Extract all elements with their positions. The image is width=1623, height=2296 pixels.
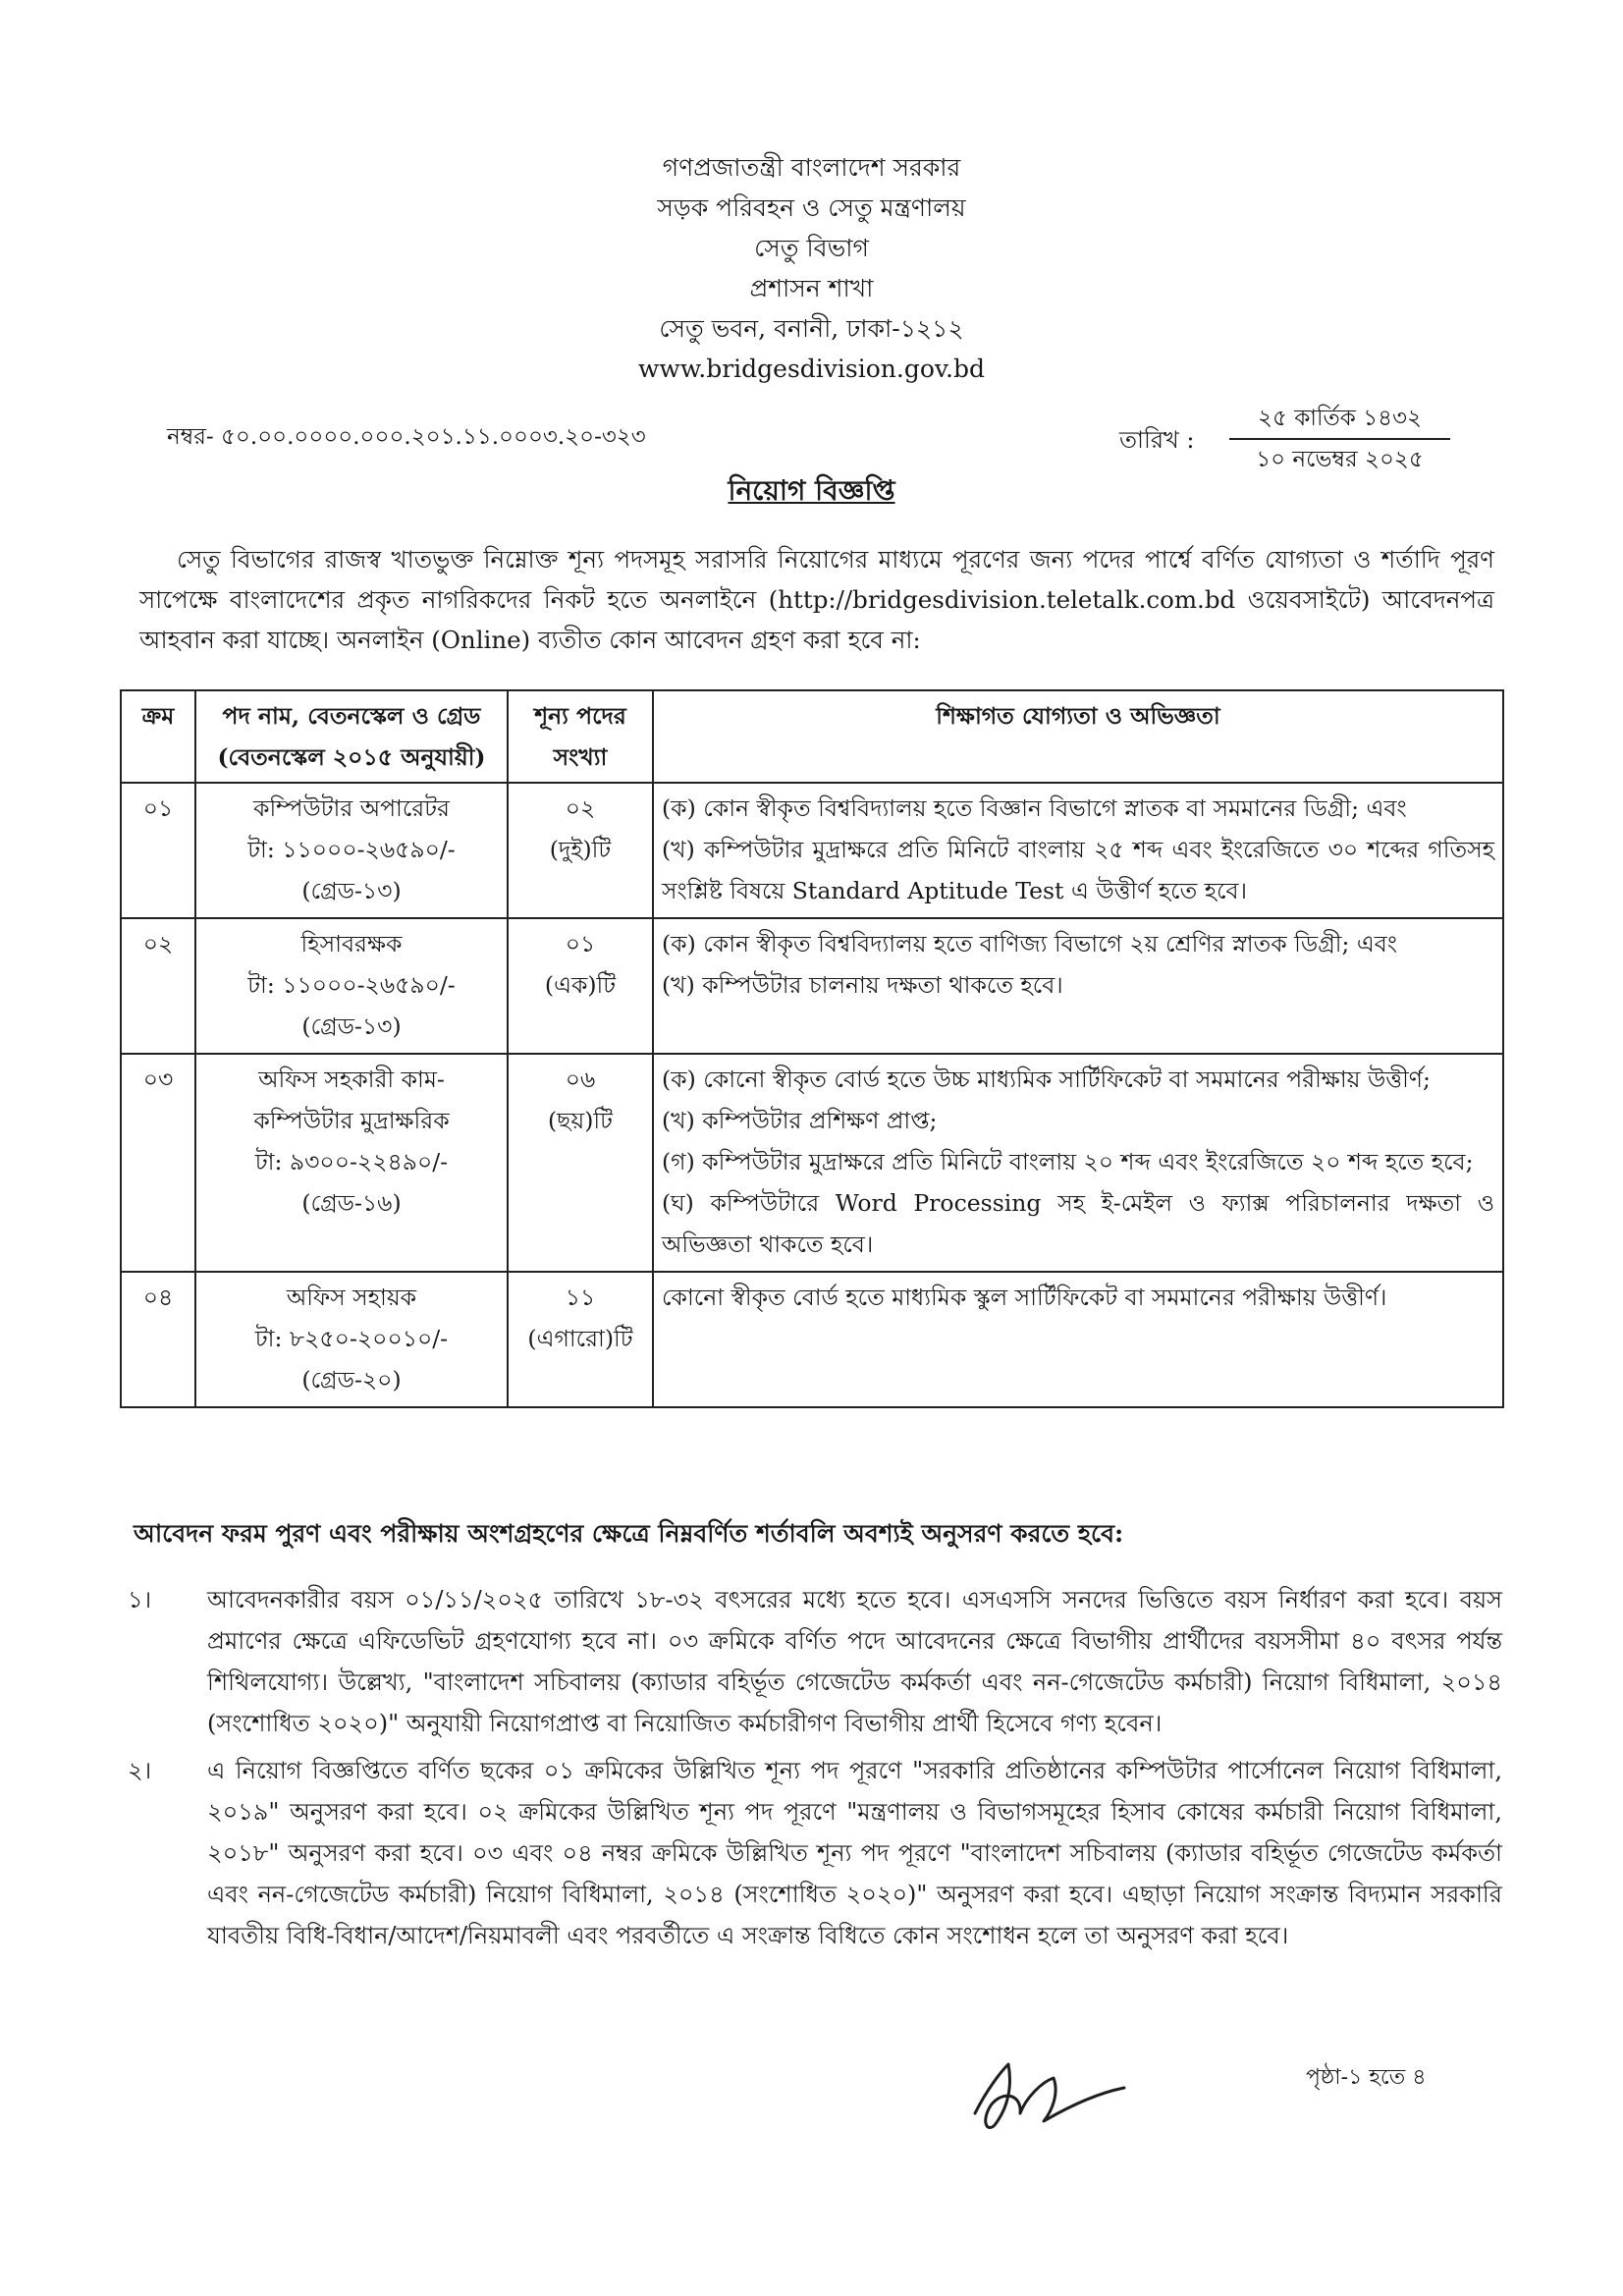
row-qualification [653,1272,1503,1407]
qualification-item: (খ) কম্পিউটার মুদ্রাক্ষরে প্রতি মিনিটে বাংলায় ২৫ শব্দ এবং ইংরেজিতে ৩০ শব্দের গতিসহ সংশ্লিষ্ট বিষয়ে Standard Aptitude Test এ উত্তীর্ণ হতে হবে। [662,836,1494,904]
row-serial: ০২ [121,918,195,1054]
date-divider [1229,438,1450,440]
post-name: অফিস সহায়ক [286,1284,417,1311]
row-post [195,1054,508,1272]
row-qualification [653,1054,1503,1272]
post-name-cont: কম্পিউটার মুদ্রাক্ষরিক [253,1107,450,1134]
row-post [195,918,508,1054]
post-grade: (গ্রেড-১৩) [301,1012,402,1040]
row-serial: ০৪ [121,1272,195,1407]
header-post [195,690,508,783]
header-post-line2: (বেতনস্কেল ২০১৫ অনুযায়ী) [217,743,486,771]
table-row [121,1272,1503,1407]
website-link[interactable]: www.bridgesdivision.gov.bd [638,355,985,383]
qualification-item: (খ) কম্পিউটার প্রশিক্ষণ প্রাপ্ত; [662,1107,938,1134]
post-pay-scale: টা: ৯৩০০-২২৪৯০/- [254,1148,449,1175]
date-label: তারিখ : [1119,426,1195,454]
vacancy-table [120,689,1504,1408]
vacancy-number: ০১ [565,930,596,957]
branch-name: প্রশাসন শাখা [749,274,874,302]
conditions-title: আবেদন ফরম পুরণ এবং পরীক্ষায় অংশগ্রহণের ক্ষেত্রে নিম্নবর্ণিত শর্তাবলি অবশ্যই অনুসরণ করতে হবে: [134,1519,1124,1548]
post-pay-scale: টা: ৮২৫০-২০০১০/- [254,1325,449,1352]
qualification-item: (ক) কোন স্বীকৃত বিশ্ববিদ্যালয় হতে বিজ্ঞান বিভাগে স্নাতক বা সমমানের ডিগ্রী; এবং [662,794,1407,822]
header-serial: ক্রম [121,690,195,783]
qualification-item: (ঘ) কম্পিউটারে Word Processing সহ ই-মেইল ও ফ্যাক্স পরিচালনার দক্ষতা ও অভিজ্ঞতা থাকতে হবে। [662,1189,1494,1258]
row-qualification [653,918,1503,1054]
qualification-item: (গ) কম্পিউটার মুদ্রাক্ষরে প্রতি মিনিটে বাংলায় ২০ শব্দ এবং ইংরেজিতে ২০ শব্দ হতে হবে; [662,1148,1474,1175]
qualification-item: (ক) কোনো স্বীকৃত বোর্ড হতে উচ্চ মাধ্যমিক সার্টিফিকেট বা সমমানের পরীক্ষায় উত্তীর্ণ; [662,1066,1431,1093]
office-address: সেতু ভবন, বনানী, ঢাকা-১২১২ [659,314,964,343]
date-values [1229,401,1450,477]
condition-number: ১। [128,1586,152,1613]
table-header-row [121,690,1503,783]
vacancy-words: (ছয়)টি [548,1107,613,1134]
row-post [195,1272,508,1407]
qualification-item: কোনো স্বীকৃত বোর্ড হতে মাধ্যমিক স্কুল সার্টিফিকেট বা সমমানের পরীক্ষায় উত্তীর্ণ। [662,1284,1387,1311]
header-vacancy-line2: সংখ্যা [553,743,608,771]
post-name: কম্পিউটার অপারেটর [253,794,450,822]
post-grade: (গ্রেড-২০) [301,1366,402,1394]
post-name: হিসাবরক্ষক [300,930,403,957]
memo-number: নম্বর- ৫০.০০.০০০০.০০০.২০১.১১.০০০৩.২০-৩২৩ [167,424,646,450]
header-post-line1: পদ নাম, বেতনস্কেল ও গ্রেড [222,702,481,730]
table-row [121,1054,1503,1272]
vacancy-words: (এক)টি [544,971,617,999]
post-pay-scale: টা: ১১০০০-২৬৫৯০/- [247,971,456,999]
vacancy-number: ০২ [565,794,596,822]
vacancy-words: (এগারো)টি [527,1325,633,1352]
row-qualification [653,783,1503,918]
ministry-name: সড়ক পরিবহন ও সেতু মন্ত্রণালয় [657,193,966,222]
letterhead [0,147,1623,389]
post-name: অফিস সহকারী কাম- [258,1066,445,1093]
row-serial: ০৩ [121,1054,195,1272]
post-grade: (গ্রেড-১৬) [301,1189,402,1217]
post-grade: (গ্রেড-১৩) [301,877,402,904]
condition-text: আবেদনকারীর বয়স ০১/১১/২০২৫ তারিখে ১৮-৩২ বৎসরের মধ্যে হতে হবে। এসএসসি সনদের ভিত্তিতে বয়স নির্ধারণ করা হবে। বয়স প্রমাণের ক্ষেত্রে এফিডেভিট গ্রহণযোগ্য হবে না। ০৩ ক্রমিকে বর্ণিত পদে আবেদনের ক্ষেত্রে বিভাগীয় প্রার্থীদের বয়সসীমা ৪০ বৎসর পর্যন্ত শিথিলযোগ্য। উল্লেখ্য, "বাংলাদেশ সচিবালয় (ক্যাডার বহির্ভূত গেজেটেড কর্মকর্তা এবং নন-গেজেটেড কর্মচারী) নিয়োগ বিধিমালা, ২০১৪ (সংশোধিত ২০২০)" অনুযায়ী নিয়োগপ্রাপ্ত বা নিয়োজিত কর্মচারীগণ বিভাগীয় প্রার্থী হিসেবে গণ্য হবেন। [207,1586,1502,1737]
signature [957,2043,1129,2141]
date-gregorian: ১০ নভেম্বর ২০২৫ [1256,447,1424,472]
qualification-item: (খ) কম্পিউটার চালনায় দক্ষতা থাকতে হবে। [662,971,1063,999]
date-bangla: ২৫ কার্তিক ১৪৩২ [1258,406,1422,431]
notice-title-text: নিয়োগ বিজ্ঞপ্তি [728,474,895,507]
qualification-item: (ক) কোন স্বীকৃত বিশ্ববিদ্যালয় হতে বাণিজ্য বিভাগে ২য় শ্রেণির স্নাতক ডিগ্রী; এবং [662,930,1397,957]
vacancy-words: (দুই)টি [549,836,612,863]
header-vacancy [508,690,653,783]
page-number: পৃষ্ঠা-১ হতে ৪ [1306,2065,1427,2090]
post-pay-scale: টা: ১১০০০-২৬৫৯০/- [247,836,456,863]
row-vacancy [508,1054,653,1272]
condition-number: ২। [128,1757,152,1784]
vacancy-number: ১১ [565,1284,596,1311]
notice-title [0,469,1623,516]
division-name: সেতু বিভাগ [754,234,869,262]
row-vacancy [508,1272,653,1407]
row-vacancy [508,783,653,918]
table-row [121,918,1503,1054]
intro-paragraph: সেতু বিভাগের রাজস্ব খাতভুক্ত নিম্নোক্ত শূন্য পদসমূহ সরাসরি নিয়োগের মাধ্যমে পূরণের জন্য পদের পার্শ্বে বর্ণিত যোগ্যতা ও শর্তাদি পূরণ সাপেক্ষে বাংলাদেশের প্রকৃত নাগরিকদের নিকট হতে অনলাইনে (http://bridgesdivision.teletalk.com.bd ওয়েবসাইটে) আবেদনপত্র আহবান করা যাচ্ছে। অনলাইন (Online) ব্যতীত কোন আবেদন গ্রহণ করা হবে না: [139,545,1494,654]
row-vacancy [508,918,653,1054]
vacancy-number: ০৬ [565,1066,596,1093]
condition-text: এ নিয়োগ বিজ্ঞপ্তিতে বর্ণিত ছকের ০১ ক্রমিকের উল্লিখিত শূন্য পদ পূরণে "সরকারি প্রতিষ্ঠানের কম্পিউটার পার্সোনেল নিয়োগ বিধিমালা, ২০১৯" অনুসরণ করা হবে। ০২ ক্রমিকের উল্লিখিত শূন্য পদ পূরণে "মন্ত্রণালয় ও বিভাগসমূহের হিসাব কোষের কর্মচারী নিয়োগ বিধিমালা, ২০১৮" অনুসরণ করা হবে। ০৩ এবং ০৪ নম্বর ক্রমিকে উল্লিখিত শূন্য পদ পূরণে "বাংলাদেশ সচিবালয় (ক্যাডার বহির্ভূত গেজেটেড কর্মকর্তা এবং নন-গেজেটেড কর্মচারী) নিয়োগ বিধিমালা, ২০১৪ (সংশোধিত ২০২০)" অনুসরণ করা হবে। এছাড়া নিয়োগ সংক্রান্ত বিদ্যমান সরকারি যাবতীয় বিধি-বিধান/আদেশ/নিয়মাবলী এবং পরবর্তীতে এ সংক্রান্ত বিধিতে কোন সংশোধন হলে তা অনুসরণ করা হবে। [207,1757,1502,1949]
row-post [195,783,508,918]
header-qualification: শিক্ষাগত যোগ্যতা ও অভিজ্ঞতা [653,690,1503,783]
header-vacancy-line1: শূন্য পদের [534,702,626,730]
table-row [121,783,1503,918]
row-serial: ০১ [121,783,195,918]
govt-name: গণপ্রজাতন্ত্রী বাংলাদেশ সরকার [662,153,961,182]
